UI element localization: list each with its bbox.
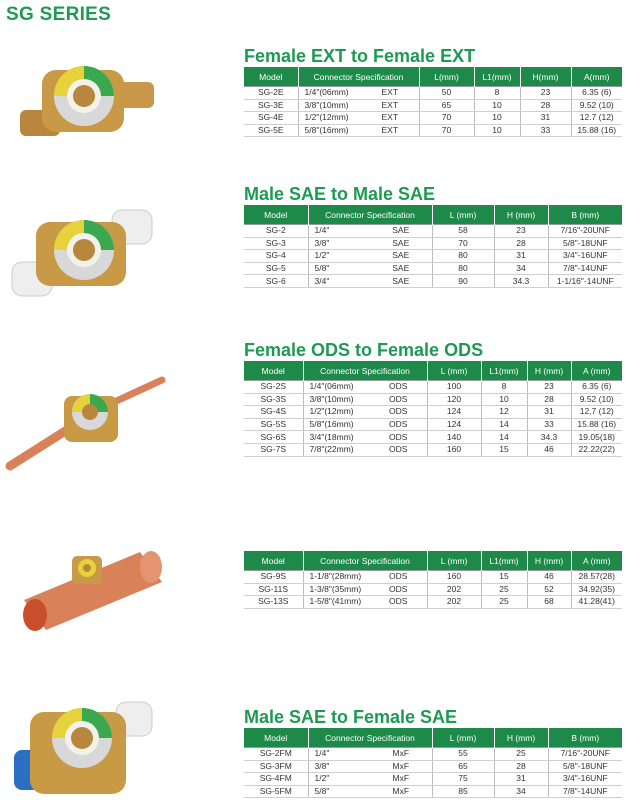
spec-table <box>244 205 622 288</box>
table-cell: SG-3 <box>244 237 308 250</box>
table-row <box>244 87 622 100</box>
table-cell: 22.22(22) <box>571 443 622 456</box>
table-cell: 28 <box>527 393 571 406</box>
col-header: L1(mm) <box>481 361 527 381</box>
table-cell: SG-4S <box>244 406 303 419</box>
table-cell: 10 <box>474 124 520 137</box>
table-cell: MxF <box>370 785 432 798</box>
table-cell: SG-2S <box>244 381 303 394</box>
table-cell: 10 <box>474 112 520 125</box>
table-cell: 28.57(28) <box>571 571 622 584</box>
spec-table <box>244 728 622 798</box>
table-row <box>244 583 622 596</box>
table-cell: 15.88 (16) <box>571 124 622 137</box>
spec-table <box>244 551 622 609</box>
col-header: L(mm) <box>419 67 474 87</box>
table-cell: MxF <box>370 773 432 786</box>
table-cell: 15 <box>481 443 527 456</box>
table-row <box>244 406 622 419</box>
table-cell: SG-2E <box>244 87 298 100</box>
table-cell: SAE <box>370 237 432 250</box>
col-header: A (mm) <box>571 551 622 571</box>
table-cell: 3/8"(10mm) <box>303 393 370 406</box>
table-cell: 10 <box>474 99 520 112</box>
table-cell: 68 <box>527 596 571 609</box>
table-cell: 12.7 (12) <box>571 406 622 419</box>
table-cell: MxF <box>370 748 432 761</box>
table-cell: 31 <box>527 406 571 419</box>
section-title: Female ODS to Female ODS <box>244 340 484 360</box>
table-cell: MxF <box>370 760 432 773</box>
table-cell: 85 <box>432 785 494 798</box>
section-title: Male SAE to Female SAE <box>244 707 458 727</box>
table-cell: 7/16"-20UNF <box>548 748 622 761</box>
table-cell: 65 <box>432 760 494 773</box>
table-cell: 3/8"(10mm) <box>298 99 361 112</box>
table-cell: 34 <box>494 262 548 275</box>
col-header: Model <box>244 205 308 225</box>
table-row <box>244 275 622 288</box>
table-cell: SG-4FM <box>244 773 308 786</box>
table-row <box>244 381 622 394</box>
col-header: Connector Specification <box>308 205 432 225</box>
table-cell: 1/2" <box>308 773 370 786</box>
table-cell: 12 <box>481 406 527 419</box>
table-cell: 202 <box>427 596 481 609</box>
table-cell: 1/4" <box>308 225 370 238</box>
col-header: L (mm) <box>432 205 494 225</box>
table-cell: 25 <box>481 583 527 596</box>
table-cell: 9.52 (10) <box>571 99 622 112</box>
table-row <box>244 124 622 137</box>
table-cell: SG-7S <box>244 443 303 456</box>
section-title: Male SAE to Male SAE <box>244 184 436 204</box>
table-cell: 75 <box>432 773 494 786</box>
table-cell: 1/2"(12mm) <box>298 112 361 125</box>
table-cell: 6.35 (6) <box>571 87 622 100</box>
table-cell: 140 <box>427 431 481 444</box>
table-cell: 160 <box>427 571 481 584</box>
table-cell: 19.05(18) <box>571 431 622 444</box>
table-cell: 33 <box>520 124 571 137</box>
table-cell: 70 <box>419 124 474 137</box>
table-cell: SG-6S <box>244 431 303 444</box>
table-cell: 65 <box>419 99 474 112</box>
table-cell: 28 <box>494 237 548 250</box>
table-cell: 12.7 (12) <box>571 112 622 125</box>
table-cell: SG-5S <box>244 418 303 431</box>
spec-table <box>244 67 622 137</box>
table-cell: 160 <box>427 443 481 456</box>
table-body <box>244 225 622 288</box>
table-cell: 5/8" <box>308 262 370 275</box>
col-header: Connector Specification <box>303 551 427 571</box>
table-cell: 58 <box>432 225 494 238</box>
col-header: A (mm) <box>571 361 622 381</box>
col-header: Connector Specification <box>303 361 427 381</box>
table-cell: 46 <box>527 443 571 456</box>
table-cell: SG-2FM <box>244 748 308 761</box>
table-cell: EXT <box>361 87 419 100</box>
table-cell: ODS <box>370 443 427 456</box>
table-row <box>244 99 622 112</box>
table-cell: EXT <box>361 112 419 125</box>
table-cell: 7/8"(22mm) <box>303 443 370 456</box>
page-title: SG SERIES <box>6 4 112 25</box>
table-cell: SG-13S <box>244 596 303 609</box>
table-cell: 23 <box>527 381 571 394</box>
table-cell: EXT <box>361 99 419 112</box>
table-cell: 28 <box>494 760 548 773</box>
table-cell: ODS <box>370 381 427 394</box>
table-cell: 15.88 (16) <box>571 418 622 431</box>
section-female-ods <box>244 339 622 457</box>
col-header: H(mm) <box>520 67 571 87</box>
table-cell: 5/8" <box>308 785 370 798</box>
table-cell: 33 <box>527 418 571 431</box>
table-cell: SG-3E <box>244 99 298 112</box>
table-cell: SAE <box>370 250 432 263</box>
table-cell: 31 <box>520 112 571 125</box>
table-cell: 3/4" <box>308 275 370 288</box>
table-cell: 52 <box>527 583 571 596</box>
section-title: Female EXT to Female EXT <box>244 46 476 66</box>
table-cell: ODS <box>370 571 427 584</box>
table-cell: 23 <box>520 87 571 100</box>
table-cell: 1/4"(06mm) <box>303 381 370 394</box>
col-header: Connector Specification <box>308 728 432 748</box>
col-header: H (mm) <box>527 361 571 381</box>
table-cell: SAE <box>370 225 432 238</box>
table-cell: 23 <box>494 225 548 238</box>
table-cell: 31 <box>494 250 548 263</box>
table-cell: SG-4 <box>244 250 308 263</box>
table-cell: 14 <box>481 431 527 444</box>
table-cell: ODS <box>370 596 427 609</box>
table-cell: 1-5/8"(41mm) <box>303 596 370 609</box>
table-cell: 1/4" <box>308 748 370 761</box>
table-cell: 25 <box>494 748 548 761</box>
table-row <box>244 393 622 406</box>
table-row <box>244 112 622 125</box>
table-cell: 1-3/8"(35mm) <box>303 583 370 596</box>
table-cell: SG-3FM <box>244 760 308 773</box>
table-body <box>244 571 622 609</box>
table-cell: 70 <box>419 112 474 125</box>
table-row <box>244 760 622 773</box>
table-cell: 8 <box>474 87 520 100</box>
col-header: H (mm) <box>494 205 548 225</box>
col-header: A(mm) <box>571 67 622 87</box>
table-cell: 5/8"(16mm) <box>303 418 370 431</box>
table-body <box>244 748 622 798</box>
table-body <box>244 381 622 457</box>
table-cell: ODS <box>370 583 427 596</box>
table-cell: 34.3 <box>494 275 548 288</box>
spec-table <box>244 361 622 457</box>
sight-glass-large-ods-image <box>10 530 170 640</box>
table-header-row <box>244 728 622 748</box>
table-cell: ODS <box>370 418 427 431</box>
col-header: Model <box>244 361 303 381</box>
col-header: Connector Specification <box>298 67 419 87</box>
section-male-sae <box>244 183 622 288</box>
table-cell: 14 <box>481 418 527 431</box>
table-cell: 100 <box>427 381 481 394</box>
col-header: L (mm) <box>427 361 481 381</box>
table-cell: ODS <box>370 406 427 419</box>
col-header: L1(mm) <box>474 67 520 87</box>
table-cell: 120 <box>427 393 481 406</box>
table-cell: 9.52 (10) <box>571 393 622 406</box>
sight-glass-ext-image <box>12 52 162 152</box>
table-cell: 1/2" <box>308 250 370 263</box>
sight-glass-sae-image <box>8 198 158 308</box>
section-large-ods <box>244 529 622 609</box>
table-cell: 28 <box>520 99 571 112</box>
table-cell: 7/16"-20UNF <box>548 225 622 238</box>
table-row <box>244 443 622 456</box>
table-header-row <box>244 551 622 571</box>
table-cell: 8 <box>481 381 527 394</box>
table-cell: 1/4"(06mm) <box>298 87 361 100</box>
table-row <box>244 225 622 238</box>
table-cell: ODS <box>370 393 427 406</box>
sight-glass-ods-image <box>0 372 170 482</box>
col-header: H (mm) <box>494 728 548 748</box>
table-cell: 55 <box>432 748 494 761</box>
table-cell: 34.3 <box>527 431 571 444</box>
table-cell: SG-4E <box>244 112 298 125</box>
table-cell: 7/8"-14UNF <box>548 262 622 275</box>
table-cell: SG-5E <box>244 124 298 137</box>
table-cell: 70 <box>432 237 494 250</box>
table-cell: 6.35 (6) <box>571 381 622 394</box>
table-cell: 124 <box>427 406 481 419</box>
col-header: L (mm) <box>427 551 481 571</box>
table-header-row <box>244 205 622 225</box>
table-cell: 3/4"-16UNF <box>548 773 622 786</box>
table-row <box>244 785 622 798</box>
table-cell: SG-2 <box>244 225 308 238</box>
table-cell: 46 <box>527 571 571 584</box>
col-header: Model <box>244 67 298 87</box>
table-cell: 5/8"-18UNF <box>548 760 622 773</box>
table-cell: 3/8" <box>308 237 370 250</box>
table-cell: SAE <box>370 275 432 288</box>
table-row <box>244 418 622 431</box>
table-cell: ODS <box>370 431 427 444</box>
section-female-ext <box>244 45 622 137</box>
col-header: B (mm) <box>548 728 622 748</box>
table-cell: 31 <box>494 773 548 786</box>
table-row <box>244 262 622 275</box>
col-header: H (mm) <box>527 551 571 571</box>
table-cell: 25 <box>481 596 527 609</box>
table-row <box>244 596 622 609</box>
table-cell: SG-9S <box>244 571 303 584</box>
table-cell: SG-5 <box>244 262 308 275</box>
table-row <box>244 250 622 263</box>
table-cell: 7/8"-14UNF <box>548 785 622 798</box>
table-cell: 5/8"(16mm) <box>298 124 361 137</box>
table-cell: 124 <box>427 418 481 431</box>
table-cell: 3/8" <box>308 760 370 773</box>
table-row <box>244 571 622 584</box>
table-header-row <box>244 67 622 87</box>
col-header: Model <box>244 728 308 748</box>
table-row <box>244 431 622 444</box>
table-cell: 1/2"(12mm) <box>303 406 370 419</box>
table-cell: 1-1/8"(28mm) <box>303 571 370 584</box>
table-cell: 80 <box>432 262 494 275</box>
table-cell: SAE <box>370 262 432 275</box>
table-cell: 90 <box>432 275 494 288</box>
table-row <box>244 237 622 250</box>
table-body <box>244 87 622 137</box>
sight-glass-mxf-image <box>10 692 160 800</box>
table-cell: 80 <box>432 250 494 263</box>
table-cell: 1-1/16"-14UNF <box>548 275 622 288</box>
table-cell: 10 <box>481 393 527 406</box>
table-cell: SG-3S <box>244 393 303 406</box>
table-header-row <box>244 361 622 381</box>
table-cell: 202 <box>427 583 481 596</box>
col-header: Model <box>244 551 303 571</box>
table-cell: 3/4"(18mm) <box>303 431 370 444</box>
table-row <box>244 748 622 761</box>
table-row <box>244 773 622 786</box>
col-header: B (mm) <box>548 205 622 225</box>
table-cell: SG-11S <box>244 583 303 596</box>
table-cell: 15 <box>481 571 527 584</box>
table-cell: 5/8"-18UNF <box>548 237 622 250</box>
table-cell: 3/4"-16UNF <box>548 250 622 263</box>
table-cell: 50 <box>419 87 474 100</box>
table-cell: EXT <box>361 124 419 137</box>
table-cell: 34.92(35) <box>571 583 622 596</box>
table-cell: 34 <box>494 785 548 798</box>
section-male-female-sae <box>244 706 622 798</box>
table-cell: SG-5FM <box>244 785 308 798</box>
col-header: L1(mm) <box>481 551 527 571</box>
table-cell: 41.28(41) <box>571 596 622 609</box>
col-header: L (mm) <box>432 728 494 748</box>
table-cell: SG-6 <box>244 275 308 288</box>
